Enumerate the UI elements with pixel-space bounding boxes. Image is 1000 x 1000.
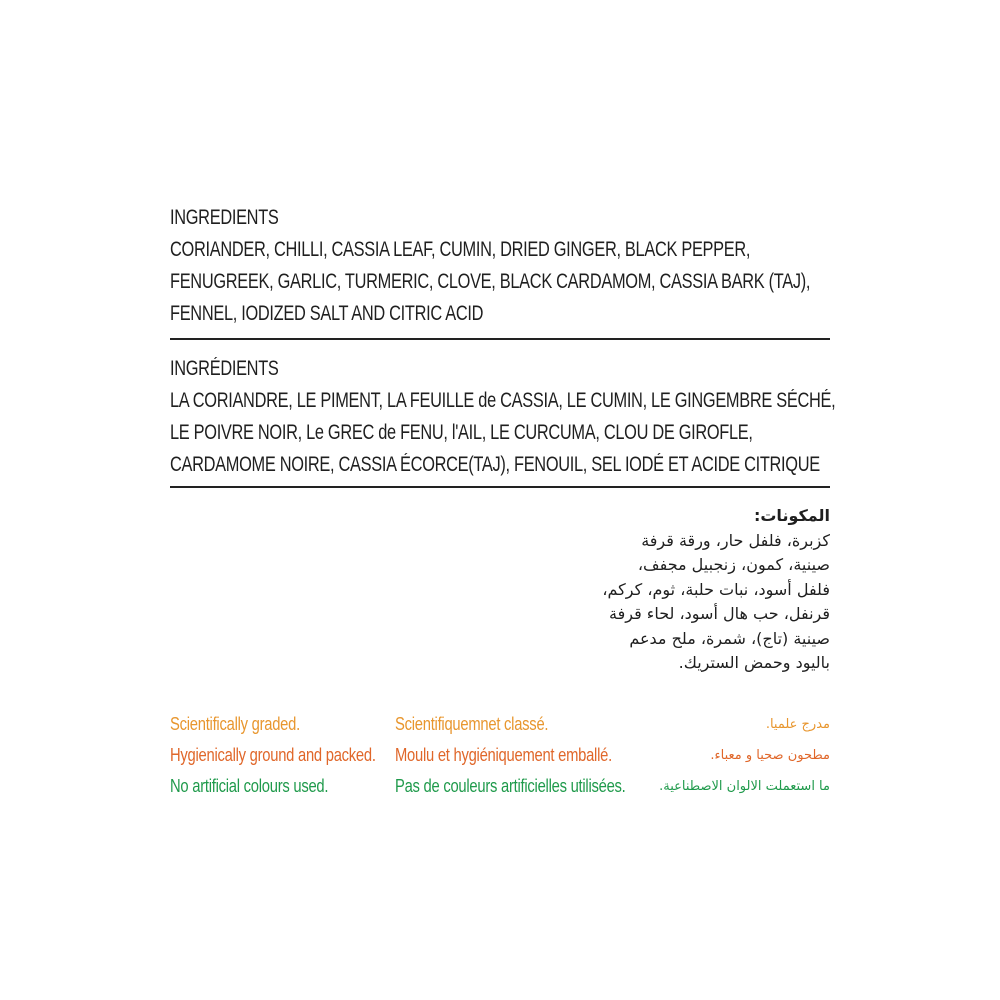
claim-row xyxy=(170,740,830,771)
claim-english: No artificial colours used. xyxy=(170,776,329,796)
ingredients-arabic-heading: المكونات: xyxy=(753,506,830,525)
divider xyxy=(170,486,830,488)
claim-french: Moulu et hygiéniquement emballé. xyxy=(395,745,612,765)
ingredients-arabic-line: فلفل أسود، نبات حلبة، ثوم، كركم، xyxy=(602,579,830,599)
claim-row xyxy=(170,709,830,740)
ingredients-french-line: LA CORIANDRE, LE PIMENT, LA FEUILLE de CASSIA, LE CUMIN, LE GINGEMBRE SÉCHÉ, xyxy=(170,389,836,412)
ingredients-english-heading: INGREDIENTS xyxy=(170,206,279,229)
ingredients-arabic xyxy=(530,504,830,676)
claim-row xyxy=(170,771,830,802)
ingredients-french xyxy=(170,353,836,481)
divider xyxy=(170,338,830,340)
ingredients-arabic-line: كزبرة، فلفل حار، ورقة قرفة xyxy=(641,530,830,550)
claim-french: Pas de couleurs artificielles utilisées. xyxy=(395,776,626,796)
claim-arabic: مدرج علميا. xyxy=(765,717,830,732)
claim-english: Hygienically ground and packed. xyxy=(170,745,376,765)
claim-english: Scientifically graded. xyxy=(170,714,300,734)
ingredients-english xyxy=(170,202,830,330)
ingredients-french-line: LE POIVRE NOIR, Le GREC de FENU, l'AIL, LE CURCUMA, CLOU DE GIROFLE, xyxy=(170,421,753,444)
ingredients-english-line: CORIANDER, CHILLI, CASSIA LEAF, CUMIN, DRIED GINGER, BLACK PEPPER, xyxy=(170,238,751,261)
claim-french: Scientifiquemnet classé. xyxy=(395,714,549,734)
ingredients-french-heading: INGRÉDIENTS xyxy=(170,357,279,380)
ingredients-arabic-line: صينية، كمون، زنجبيل مجفف، xyxy=(637,555,830,574)
product-claims xyxy=(170,709,830,805)
ingredients-english-line: FENUGREEK, GARLIC, TURMERIC, CLOVE, BLACK CARDAMOM, CASSIA BARK (TAJ), xyxy=(170,270,811,293)
ingredients-english-line: FENNEL, IODIZED SALT AND CITRIC ACID xyxy=(170,302,484,325)
ingredients-arabic-line: قرنفل، حب هال أسود، لحاء قرفة xyxy=(609,604,830,623)
ingredients-arabic-line: باليود وحمض الستريك. xyxy=(678,653,830,672)
claim-arabic: ما استعملت الالوان الاصطناعية. xyxy=(659,779,830,794)
claim-arabic: مطحون صحيا و معباء. xyxy=(710,748,830,763)
ingredients-arabic-line: صينية (تاج)، شمرة، ملح مدعم xyxy=(629,628,830,648)
ingredients-french-line: CARDAMOME NOIRE, CASSIA ÉCORCE(TAJ), FENOUIL, SEL IODÉ ET ACIDE CITRIQUE xyxy=(170,453,820,476)
